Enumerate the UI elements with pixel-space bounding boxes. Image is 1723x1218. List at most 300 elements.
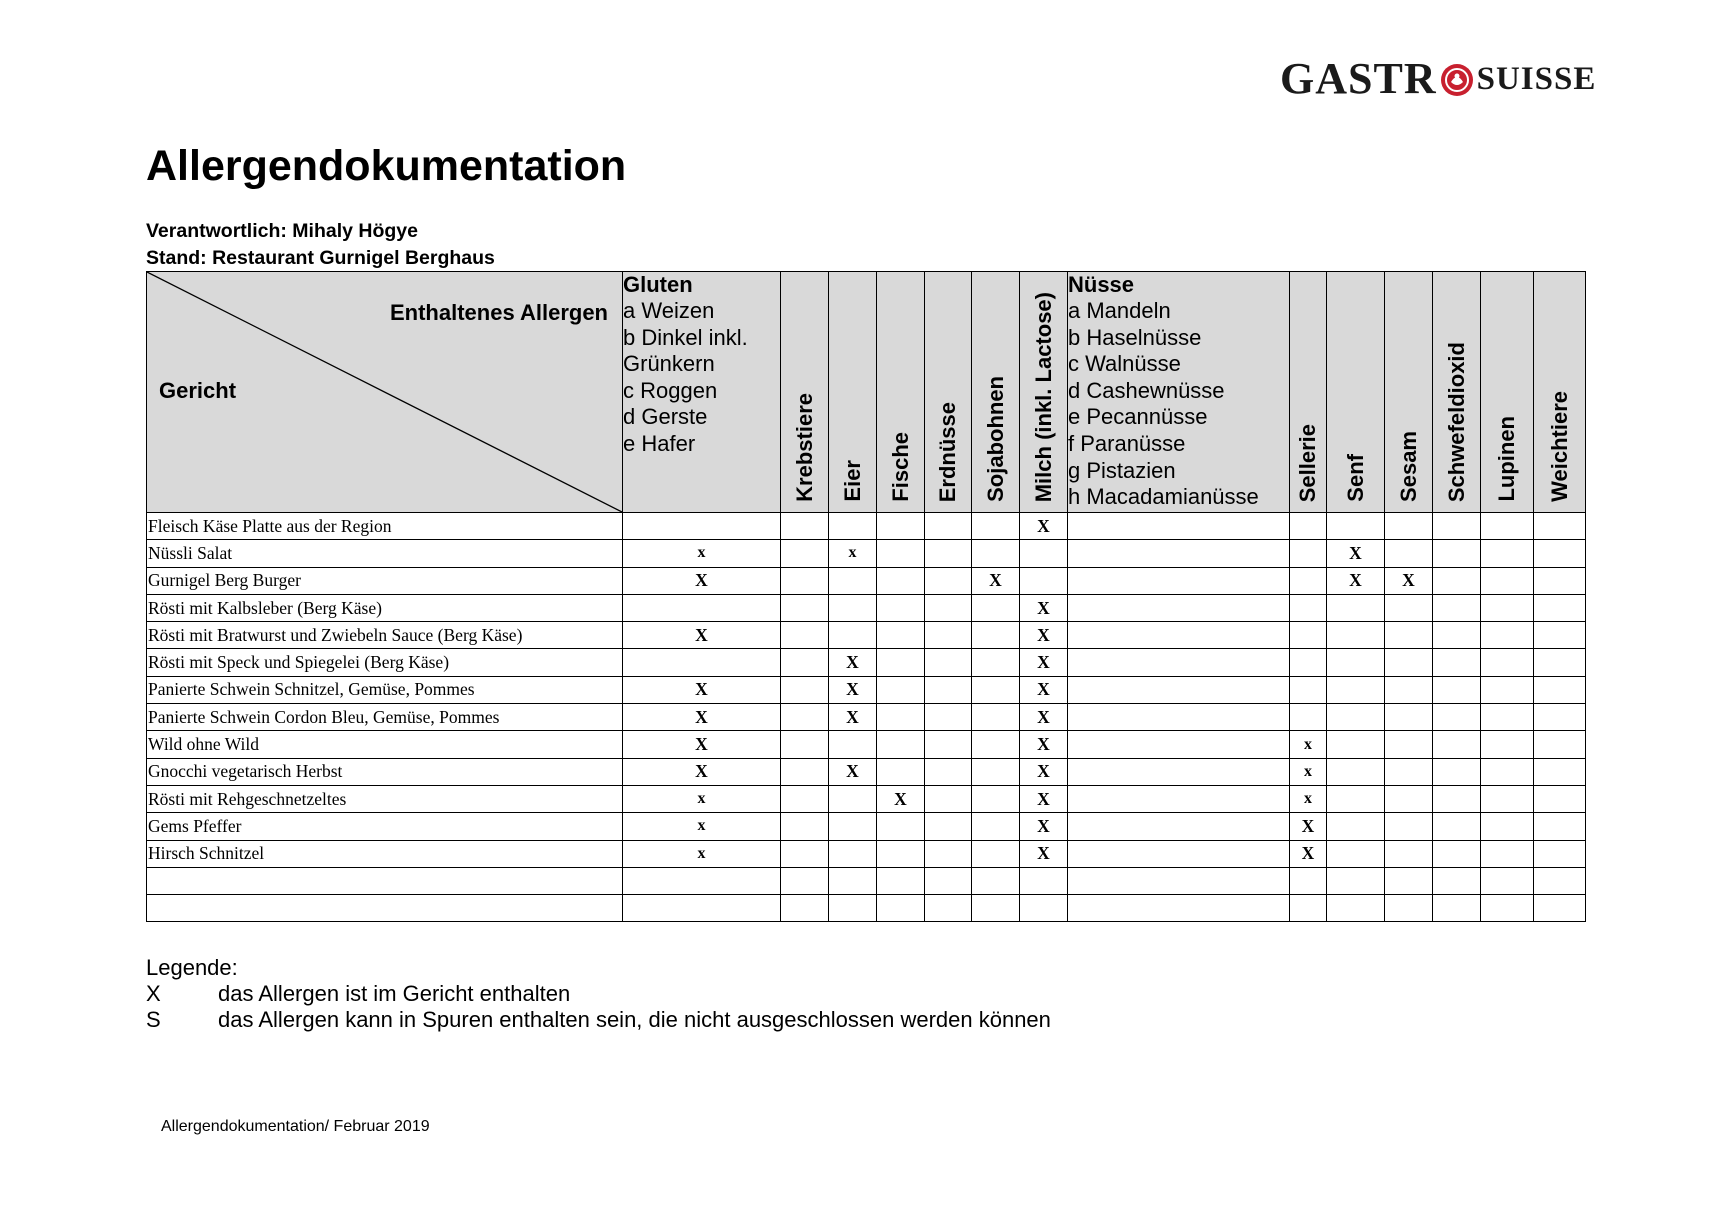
allergen-mark (877, 567, 925, 594)
allergen-mark (972, 813, 1020, 840)
allergen-mark (623, 649, 781, 676)
allergen-mark (1481, 895, 1534, 922)
allergen-mark (877, 676, 925, 703)
allergen-mark (1481, 594, 1534, 621)
nuts-item: a Mandeln (1068, 298, 1171, 323)
allergen-mark (781, 758, 829, 785)
allergen-mark (1534, 540, 1586, 567)
table-row (147, 513, 1586, 540)
allergen-mark (781, 731, 829, 758)
logo-emblem-icon (1439, 62, 1475, 98)
nuts-item: e Pecannüsse (1068, 404, 1208, 430)
allergen-mark (829, 594, 877, 621)
table-row (147, 758, 1586, 785)
allergen-mark (1534, 785, 1586, 812)
header-label: Milch (inkl. Lactose) (1030, 291, 1056, 502)
gluten-item: c Roggen (623, 377, 718, 403)
header-sesam (1385, 272, 1433, 513)
allergen-mark (623, 895, 781, 922)
allergen-mark (877, 594, 925, 621)
allergen-mark (1433, 785, 1481, 812)
allergen-mark (972, 622, 1020, 649)
allergen-mark (972, 840, 1020, 867)
allergen-mark (1068, 840, 1290, 867)
allergen-mark (1068, 676, 1290, 703)
allergen-mark (829, 895, 877, 922)
allergen-mark (925, 704, 972, 731)
allergen-mark (1385, 594, 1433, 621)
gluten-title: Gluten (623, 272, 693, 297)
allergen-mark (1433, 676, 1481, 703)
allergen-mark (1481, 649, 1534, 676)
allergen-mark (781, 895, 829, 922)
allergen-mark (1327, 867, 1385, 894)
dish-name: Rösti mit Rehgeschnetzeltes (147, 785, 623, 812)
allergen-mark: x (829, 540, 877, 567)
allergen-mark (1385, 867, 1433, 894)
allergen-mark (1290, 649, 1327, 676)
allergen-mark (1433, 567, 1481, 594)
nuts-item: g Pistazien (1068, 457, 1176, 483)
corner-label-allergen: Enthaltenes Allergen (389, 300, 608, 325)
allergen-mark (1385, 513, 1433, 540)
header-sellerie (1290, 272, 1327, 513)
allergen-mark (1385, 840, 1433, 867)
allergen-mark (1433, 622, 1481, 649)
allergen-mark (1327, 758, 1385, 785)
allergen-mark (1433, 513, 1481, 540)
allergen-mark (1433, 867, 1481, 894)
logo-text-right: SUISSE (1476, 60, 1597, 97)
allergen-mark (1290, 540, 1327, 567)
allergen-mark (877, 731, 925, 758)
allergen-mark (1290, 867, 1327, 894)
header-label: Senf (1342, 454, 1368, 502)
allergen-mark (1327, 676, 1385, 703)
allergen-mark (1290, 513, 1327, 540)
allergen-mark (1481, 731, 1534, 758)
allergen-mark (1068, 758, 1290, 785)
allergen-mark (1020, 567, 1068, 594)
corner-header (147, 272, 623, 513)
legend-title: Legende: (146, 955, 238, 980)
nuts-title: Nüsse (1068, 272, 1135, 297)
allergen-mark (829, 513, 877, 540)
header-weichtiere (1534, 272, 1586, 513)
allergen-mark: X (972, 567, 1020, 594)
allergen-mark (1481, 704, 1534, 731)
gluten-item: Grünkern (623, 351, 715, 377)
allergen-mark (781, 676, 829, 703)
allergen-mark (925, 813, 972, 840)
allergen-mark: X (623, 622, 781, 649)
dish-name (147, 867, 623, 894)
allergen-mark: X (1020, 704, 1068, 731)
allergen-mark (1433, 895, 1481, 922)
dish-name: Gnocchi vegetarisch Herbst (147, 758, 623, 785)
allergen-mark (972, 785, 1020, 812)
header-sojabohnen (972, 272, 1020, 513)
allergen-mark (1068, 867, 1290, 894)
responsible-person: Verantwortlich: Mihaly Högye (146, 220, 418, 242)
table-row (147, 649, 1586, 676)
allergen-mark (1534, 758, 1586, 785)
allergen-mark (877, 867, 925, 894)
table-row (147, 704, 1586, 731)
allergen-table (146, 271, 1586, 922)
allergen-mark: x (623, 785, 781, 812)
allergen-mark: X (623, 704, 781, 731)
header-lupinen (1481, 272, 1534, 513)
allergen-mark (972, 867, 1020, 894)
allergen-mark (1290, 704, 1327, 731)
stand-location: Stand: Restaurant Gurnigel Berghaus (146, 247, 495, 269)
allergen-mark (1327, 731, 1385, 758)
allergen-mark (925, 567, 972, 594)
allergen-mark (1385, 622, 1433, 649)
allergen-mark (1534, 840, 1586, 867)
allergen-mark (877, 622, 925, 649)
allergen-mark (1433, 594, 1481, 621)
allergen-mark (1290, 622, 1327, 649)
allergen-mark (1290, 676, 1327, 703)
allergen-mark (623, 594, 781, 621)
dish-name: Hirsch Schnitzel (147, 840, 623, 867)
allergen-mark (1534, 867, 1586, 894)
allergen-mark (1534, 704, 1586, 731)
allergen-mark (1534, 594, 1586, 621)
allergen-mark (1433, 704, 1481, 731)
allergen-mark (1290, 895, 1327, 922)
page-footer: Allergendokumentation/ Februar 2019 (161, 1118, 430, 1135)
allergen-mark (623, 867, 781, 894)
header-nuesse (1068, 272, 1290, 513)
allergen-mark (781, 622, 829, 649)
allergen-mark (1068, 704, 1290, 731)
allergen-mark (925, 622, 972, 649)
nuts-item: h Macadamianüsse (1068, 484, 1259, 510)
page-title: Allergendokumentation (146, 142, 627, 190)
header-erdnuesse (925, 272, 972, 513)
table-row (147, 785, 1586, 812)
dish-name (147, 895, 623, 922)
allergen-mark: X (1020, 622, 1068, 649)
allergen-mark (1068, 594, 1290, 621)
allergen-mark (1385, 731, 1433, 758)
allergen-mark (1481, 867, 1534, 894)
allergen-mark (1534, 567, 1586, 594)
allergen-mark: x (1290, 758, 1327, 785)
header-fische (877, 272, 925, 513)
allergen-mark (925, 731, 972, 758)
allergen-mark (1327, 840, 1385, 867)
allergen-mark: X (1020, 758, 1068, 785)
allergen-mark (1433, 540, 1481, 567)
allergen-mark (1327, 513, 1385, 540)
header-label: Sellerie (1295, 423, 1320, 502)
table-row (147, 676, 1586, 703)
dish-name: Nüssli Salat (147, 540, 623, 567)
gastrosuisse-logo (1280, 54, 1596, 104)
allergen-mark (1327, 594, 1385, 621)
allergen-mark (1327, 649, 1385, 676)
allergen-mark: X (1020, 785, 1068, 812)
allergen-mark (1068, 622, 1290, 649)
legend-symbol: X (146, 981, 161, 1006)
allergen-mark (1481, 676, 1534, 703)
allergen-mark (1534, 649, 1586, 676)
allergen-mark (1433, 649, 1481, 676)
allergen-mark: X (1327, 567, 1385, 594)
allergen-mark (1327, 895, 1385, 922)
allergen-mark: x (1290, 785, 1327, 812)
header-label: Fische (887, 432, 913, 502)
allergen-mark (1385, 758, 1433, 785)
allergen-mark: x (1290, 731, 1327, 758)
allergen-mark: X (623, 567, 781, 594)
allergen-mark (972, 540, 1020, 567)
allergen-mark (1481, 513, 1534, 540)
legend (146, 955, 1051, 1033)
allergen-mark (972, 594, 1020, 621)
allergen-mark (972, 649, 1020, 676)
legend-item (146, 1007, 1051, 1033)
gluten-item: d Gerste (623, 404, 708, 430)
allergen-mark (781, 567, 829, 594)
allergen-mark: X (829, 758, 877, 785)
allergen-mark: x (623, 813, 781, 840)
header-label: Eier (839, 460, 865, 502)
allergen-mark (781, 704, 829, 731)
allergen-mark: X (623, 731, 781, 758)
allergen-mark (877, 704, 925, 731)
gluten-item: e Hafer (623, 430, 696, 456)
allergen-mark (1327, 622, 1385, 649)
gluten-item: b Dinkel inkl. (623, 324, 748, 350)
dish-name: Wild ohne Wild (147, 731, 623, 758)
allergen-mark (1385, 895, 1433, 922)
allergen-mark (1481, 540, 1534, 567)
allergen-mark (1290, 594, 1327, 621)
allergen-mark (781, 813, 829, 840)
allergen-mark (1327, 785, 1385, 812)
dish-name: Rösti mit Kalbsleber (Berg Käse) (147, 594, 623, 621)
gluten-item: a Weizen (623, 298, 715, 323)
allergen-mark: x (623, 840, 781, 867)
header-gluten (623, 272, 781, 513)
legend-item (146, 981, 1051, 1007)
allergen-mark: X (1020, 840, 1068, 867)
allergen-mark (829, 622, 877, 649)
allergen-mark (781, 649, 829, 676)
table-row (147, 622, 1586, 649)
allergen-mark (829, 840, 877, 867)
allergen-mark (1068, 513, 1290, 540)
allergen-mark (1068, 813, 1290, 840)
allergen-mark: X (1020, 676, 1068, 703)
header-label: Schwefeldioxid (1443, 341, 1469, 502)
allergen-mark (877, 895, 925, 922)
header-label: Sesam (1395, 431, 1421, 502)
allergen-mark (1534, 813, 1586, 840)
allergen-mark (829, 731, 877, 758)
dish-name: Panierte Schwein Schnitzel, Gemüse, Pommes (147, 676, 623, 703)
allergen-mark (972, 676, 1020, 703)
table-header-row (147, 272, 1586, 513)
dish-name: Rösti mit Bratwurst und Zwiebeln Sauce (Berg Käse) (147, 622, 623, 649)
allergen-mark (1385, 785, 1433, 812)
allergen-mark (829, 785, 877, 812)
nuts-item: f Paranüsse (1068, 430, 1186, 456)
header-milch (1020, 272, 1068, 513)
allergen-mark (1068, 895, 1290, 922)
header-krebstiere (781, 272, 829, 513)
allergen-mark (877, 513, 925, 540)
table-row (147, 895, 1586, 922)
dish-name: Panierte Schwein Cordon Bleu, Gemüse, Pommes (147, 704, 623, 731)
allergen-mark (1020, 540, 1068, 567)
allergen-mark (925, 540, 972, 567)
allergen-mark (925, 867, 972, 894)
allergen-mark (972, 758, 1020, 785)
nuts-item: d Cashewnüsse (1068, 377, 1225, 403)
allergen-mark (829, 567, 877, 594)
header-eier (829, 272, 877, 513)
allergen-mark (1481, 758, 1534, 785)
table-row (147, 567, 1586, 594)
allergen-mark (1020, 867, 1068, 894)
allergen-mark (1433, 731, 1481, 758)
allergen-mark: X (1290, 840, 1327, 867)
allergen-mark (829, 813, 877, 840)
allergen-mark (1481, 567, 1534, 594)
allergen-mark (1290, 567, 1327, 594)
header-label: Sojabohnen (982, 376, 1008, 502)
allergen-mark: X (1290, 813, 1327, 840)
header-label: Krebstiere (791, 393, 817, 502)
allergen-mark: X (1327, 540, 1385, 567)
allergen-mark: X (1020, 513, 1068, 540)
allergen-mark (1020, 895, 1068, 922)
allergen-mark: X (623, 758, 781, 785)
allergen-mark (972, 704, 1020, 731)
allergen-mark (1327, 704, 1385, 731)
header-label: Lupinen (1494, 416, 1519, 502)
header-label: Weichtiere (1546, 391, 1572, 502)
allergen-mark: X (877, 785, 925, 812)
header-schwefeldioxid (1433, 272, 1481, 513)
allergen-mark (1433, 758, 1481, 785)
allergen-mark (1385, 540, 1433, 567)
allergen-mark: X (623, 676, 781, 703)
allergen-mark: x (623, 540, 781, 567)
allergen-mark (829, 867, 877, 894)
header-label: Erdnüsse (935, 401, 960, 502)
legend-text: das Allergen ist im Gericht enthalten (218, 981, 571, 1006)
allergen-mark (877, 649, 925, 676)
allergen-mark (1068, 785, 1290, 812)
allergen-mark (1481, 840, 1534, 867)
allergen-mark (1385, 676, 1433, 703)
allergen-mark (972, 895, 1020, 922)
allergen-mark (925, 895, 972, 922)
allergen-mark (972, 513, 1020, 540)
allergen-mark (1385, 813, 1433, 840)
allergen-mark (1068, 731, 1290, 758)
allergen-mark (877, 540, 925, 567)
allergen-mark: X (1020, 594, 1068, 621)
allergen-mark: X (1020, 649, 1068, 676)
dish-name: Gems Pfeffer (147, 813, 623, 840)
allergen-mark (1068, 540, 1290, 567)
dish-name: Fleisch Käse Platte aus der Region (147, 513, 623, 540)
allergen-mark: X (1020, 731, 1068, 758)
allergen-mark (925, 513, 972, 540)
allergen-mark (1385, 704, 1433, 731)
allergen-mark (781, 594, 829, 621)
allergen-mark (1534, 895, 1586, 922)
legend-symbol: S (146, 1007, 161, 1032)
logo-text-left: GASTR (1280, 54, 1437, 103)
allergen-mark (972, 731, 1020, 758)
allergen-mark (925, 840, 972, 867)
allergen-table-body (147, 513, 1586, 922)
allergen-mark: X (829, 676, 877, 703)
allergen-mark (877, 813, 925, 840)
allergen-mark: X (1385, 567, 1433, 594)
allergen-mark (781, 785, 829, 812)
header-senf (1327, 272, 1385, 513)
allergen-mark (877, 758, 925, 785)
dish-name: Rösti mit Speck und Spiegelei (Berg Käse) (147, 649, 623, 676)
allergen-mark (1534, 731, 1586, 758)
allergen-mark (1481, 622, 1534, 649)
table-row (147, 840, 1586, 867)
nuts-item: b Haselnüsse (1068, 324, 1202, 350)
allergen-mark: X (829, 649, 877, 676)
legend-text: das Allergen kann in Spuren enthalten sein, die nicht ausgeschlossen werden können (218, 1007, 1051, 1032)
allergen-mark (1534, 513, 1586, 540)
allergen-mark (1385, 649, 1433, 676)
allergen-mark (1068, 567, 1290, 594)
allergen-mark (781, 867, 829, 894)
allergen-mark (1433, 840, 1481, 867)
table-row (147, 731, 1586, 758)
table-row (147, 867, 1586, 894)
allergen-mark (925, 594, 972, 621)
allergen-mark (1481, 785, 1534, 812)
allergen-mark: X (1020, 813, 1068, 840)
allergen-mark: X (829, 704, 877, 731)
allergen-mark (781, 513, 829, 540)
allergen-mark (1433, 813, 1481, 840)
table-row (147, 594, 1586, 621)
nuts-item: c Walnüsse (1068, 351, 1181, 377)
allergen-mark (1481, 813, 1534, 840)
table-row (147, 540, 1586, 567)
allergen-mark (877, 840, 925, 867)
allergen-mark (1068, 649, 1290, 676)
allergen-mark (925, 758, 972, 785)
allergen-mark (1327, 813, 1385, 840)
allergen-mark (1534, 622, 1586, 649)
corner-label-dish: Gericht (159, 378, 237, 403)
allergen-mark (925, 676, 972, 703)
allergen-mark (1534, 676, 1586, 703)
allergen-mark (623, 513, 781, 540)
allergen-mark (925, 785, 972, 812)
table-row (147, 813, 1586, 840)
